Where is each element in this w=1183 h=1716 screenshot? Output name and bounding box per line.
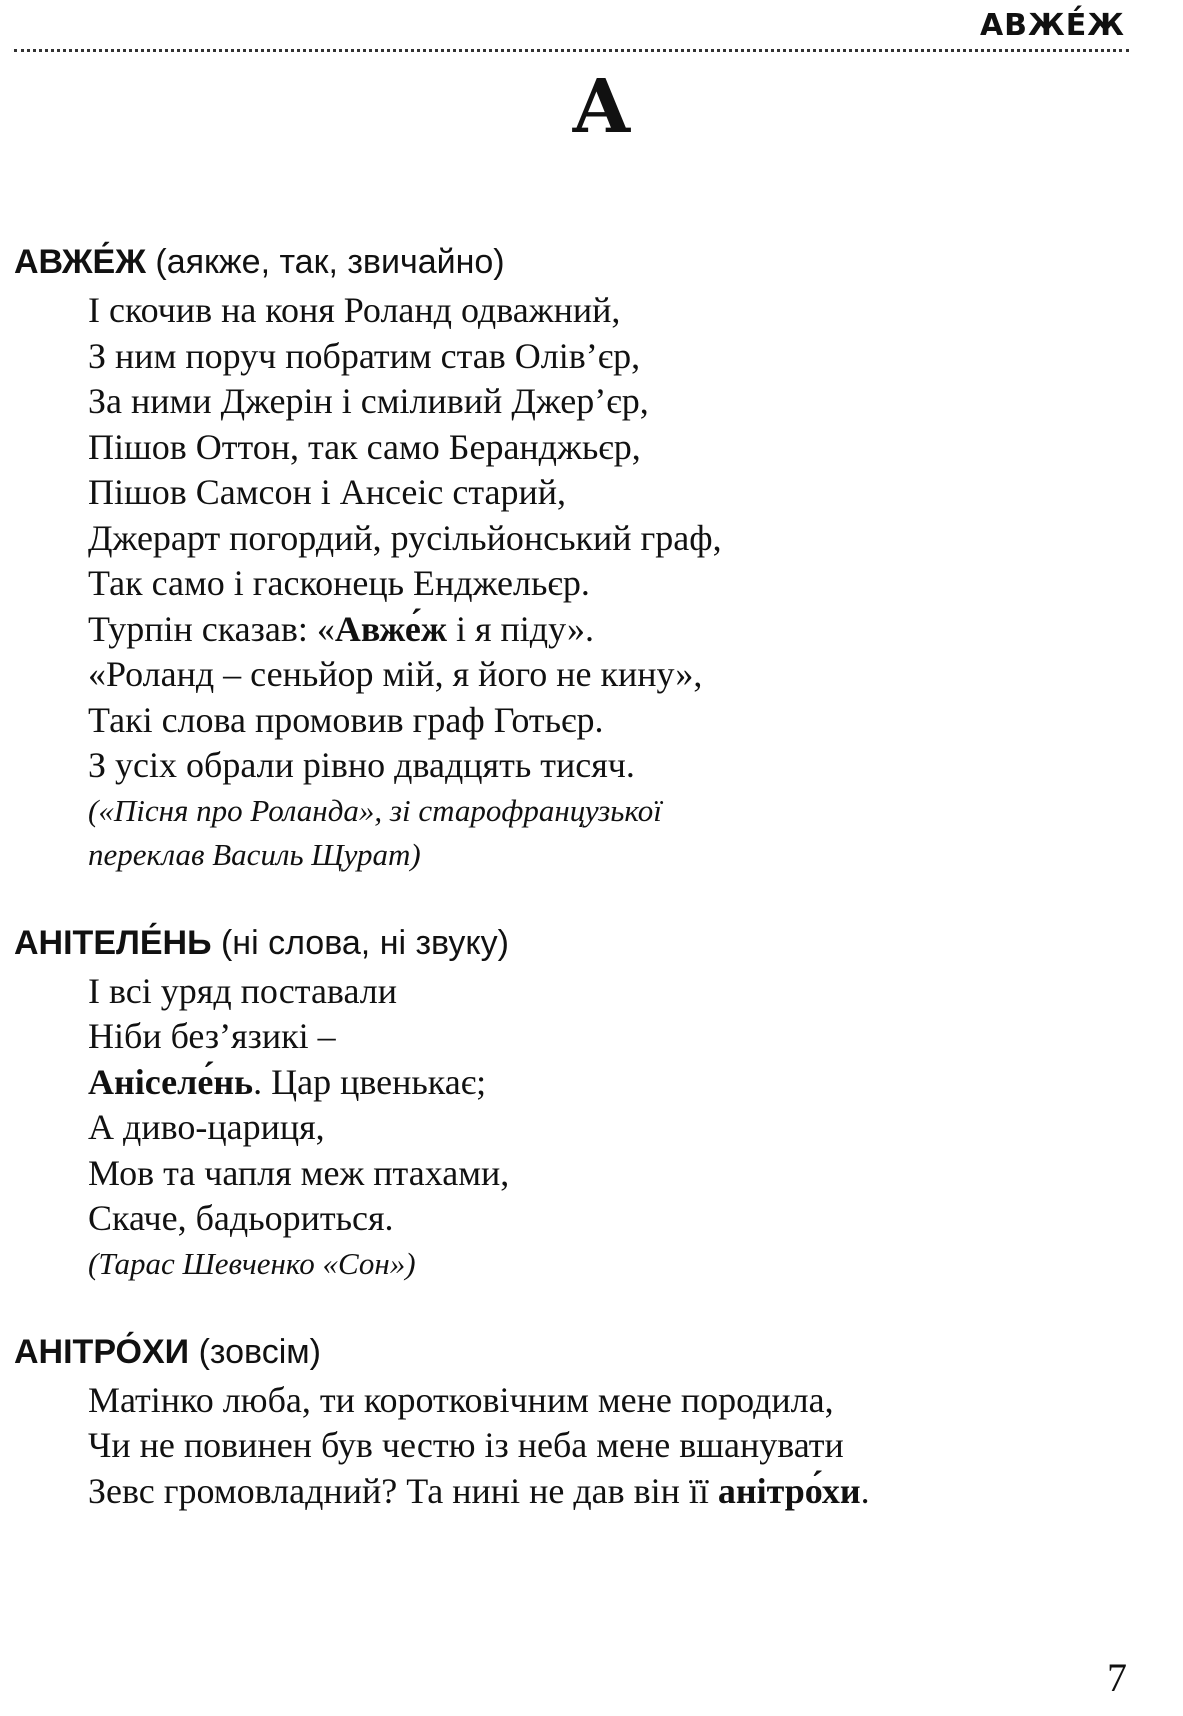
verse-line [88, 1060, 1134, 1106]
entry-avzhezh [14, 236, 1134, 877]
verse-line: Чи не повинен був честю із неба мене вшанувати [88, 1425, 844, 1465]
verse-line: Мов та чапля меж птахами, [88, 1152, 510, 1193]
verse-line: Ніби без’язикі – [88, 1016, 336, 1056]
verse-line [88, 1469, 1134, 1515]
quotation [14, 1378, 1134, 1515]
verse-line: З ним поруч побратим став Олів’єр, [88, 335, 641, 376]
verse-line: Джерарт погордий, русільйонський граф, [88, 517, 722, 558]
quotation [14, 969, 1134, 1242]
page-number: 7 [1107, 1655, 1127, 1700]
verse-text: . Цар цвенькає; [253, 1061, 487, 1102]
entry-gloss: (аякже, так, звичайно) [155, 243, 505, 281]
headword-highlight: анітро́хи [717, 1470, 861, 1511]
verse-line: Такі слова промовив граф Готьєр. [88, 699, 604, 740]
verse-line: А диво-цариця, [88, 1107, 325, 1147]
verse-line: Скаче, бадьориться. [88, 1198, 394, 1238]
entry-heading [14, 236, 1134, 288]
verse-line: Пішов Оттон, так само Беранджьєр, [88, 426, 641, 467]
verse-line [88, 607, 1134, 653]
entry-heading [14, 917, 1134, 969]
verse-line: «Роланд – сеньйор мій, я його не кину», [88, 654, 703, 694]
headword-highlight: Аніселе́нь [88, 1061, 254, 1102]
verse-text: Турпін сказав: « [88, 608, 335, 649]
verse-line: І скочив на коня Роланд одважний, [88, 290, 621, 330]
entry-heading [14, 1326, 1134, 1378]
entry-term: АНІТЕЛЕ́НЬ [14, 923, 212, 962]
entry-gloss: (ні слова, ні звуку) [220, 923, 509, 962]
verse-line: За ними Джерін і сміливий Джер’єр, [88, 381, 649, 421]
entry-anitrokhy [14, 1326, 1134, 1515]
source-citation-line: (Тарас Шевченко «Сон») [88, 1245, 416, 1281]
dictionary-content [14, 236, 1134, 1514]
source-citation-line: переклав Василь Щурат) [88, 836, 421, 872]
verse-line: З усіх обрали рівно двадцять тисяч. [88, 745, 635, 785]
header-dotted-rule [14, 49, 1129, 52]
source-citation-line: («Пісня про Роланда», зі старофранцузької [88, 792, 662, 828]
entry-term: АВЖЕ́Ж [14, 243, 146, 281]
verse-text: Зевс громовладний? Та нині не дав він її [88, 1470, 718, 1511]
headword-highlight: Авже́ж [334, 608, 447, 649]
section-letter-heading: А [571, 64, 632, 150]
running-head: АВЖЕ́Ж [979, 8, 1125, 43]
verse-line: Пішов Самсон і Ансеіс старий, [88, 472, 567, 512]
verse-line: Матінко люба, ти коротковічним мене породила, [88, 1379, 834, 1420]
entry-term: АНІТРО́ХИ [14, 1332, 190, 1371]
verse-line: І всі уряд поставали [88, 970, 397, 1011]
verse-text: і я піду». [446, 608, 595, 649]
verse-line: Так само і гасконець Енджельєр. [88, 563, 590, 603]
entry-anitelen [14, 917, 1134, 1286]
entry-gloss: (зовсім) [198, 1332, 321, 1371]
verse-text: . [860, 1470, 870, 1511]
quotation [14, 288, 1134, 789]
